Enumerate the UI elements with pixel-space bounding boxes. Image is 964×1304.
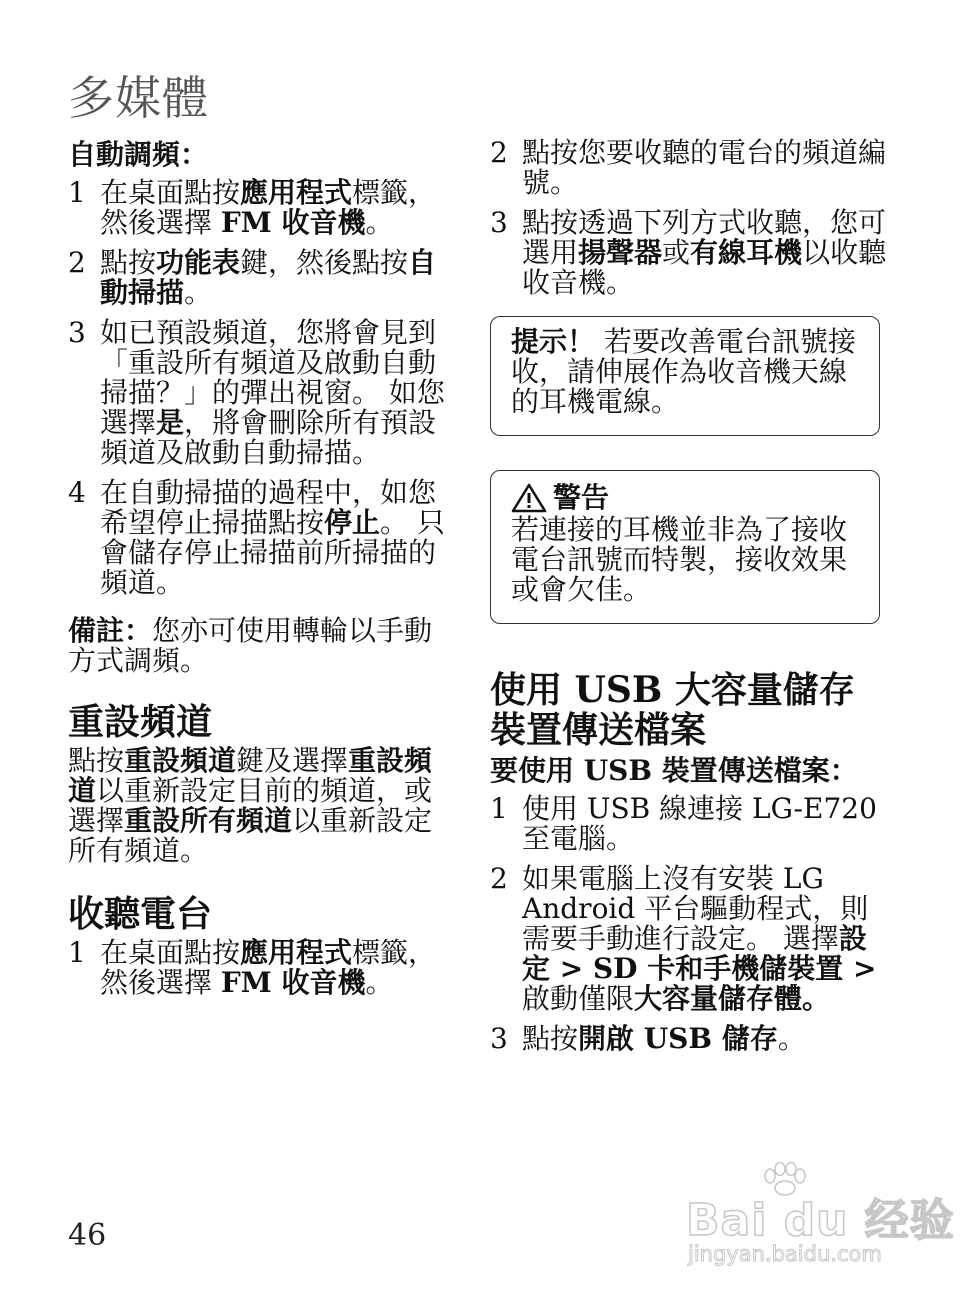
step-number: 2 <box>490 862 508 895</box>
tip-label: 提示！ <box>511 325 596 358</box>
left-column <box>68 138 446 1008</box>
step-number: 3 <box>68 316 86 349</box>
list-item: 2 如果電腦上沒有安裝 LG Android 平台驅動程式，則需要手動進行設定。 選擇設定 > SD 卡和手機儲裝置 > 啟動僅限大容量儲存體。 <box>490 862 877 1015</box>
list-item: 3 點按開啟 USB 儲存。 <box>490 1022 806 1055</box>
list-item: 2 點按您要收聽的電台的頻道編號。 <box>490 136 887 199</box>
step-number: 1 <box>68 936 86 969</box>
list-item: 1 在桌面點按應用程式標籤，然後選擇 FM 收音機。 <box>68 176 437 239</box>
list-item: 2 點按功能表鍵，然後點按自動掃描。 <box>68 246 437 309</box>
step-number: 1 <box>68 176 86 209</box>
reset-section-title: 重設頻道 <box>68 701 213 743</box>
step-number: 2 <box>68 246 86 279</box>
warning-text: 若連接的耳機並非為了接收電台訊號而特製，接收效果或會欠佳。 <box>511 513 848 606</box>
note-paragraph: 備註：您亦可使用轉輪以手動方式調頻。 <box>68 614 433 677</box>
tip-text: 若要改善電台訊號接收，請伸展作為收音機天線的耳機電線。 <box>511 325 856 418</box>
reset-paragraph: 點按重設頻道鍵及選擇重設頻道以重新設定目前的頻道，或選擇重設所有頻道以重新設定所有頻道。 <box>68 744 433 867</box>
listen-section-title: 收聽電台 <box>68 893 213 935</box>
usb-steps <box>490 794 890 1054</box>
step-number: 3 <box>490 1022 508 1055</box>
watermark-url: jingyan.baidu.com <box>688 1242 882 1266</box>
list-item: 3 點按透過下列方式收聽，您可選用揚聲器或有線耳機以收聽收音機。 <box>490 206 887 299</box>
right-column <box>490 138 890 1064</box>
list-item: 4 在自動掃描的過程中，如您希望停止掃描點按停止。 只會儲存停止掃描前所掃描的頻道。 <box>68 476 445 599</box>
warning-box <box>490 470 880 624</box>
list-item: 1 在桌面點按應用程式標籤，然後選擇 FM 收音機。 <box>68 936 437 999</box>
baidu-watermark <box>686 1162 955 1274</box>
note-label: 備註： <box>68 614 153 647</box>
usb-section-title: 使用 USB 大容量儲存裝置傳送檔案 <box>490 669 855 751</box>
auto-tune-steps <box>68 178 446 598</box>
list-item: 3 如已預設頻道，您將會見到「重設所有頻道及啟動自動掃描？」的彈出視窗。 如您選擇是，將會刪除所有預設頻道及啟動自動掃描。 <box>68 316 445 469</box>
page-title: 多媒體 <box>68 71 209 125</box>
step-number: 1 <box>490 792 508 825</box>
step-number: 4 <box>68 476 86 509</box>
warning-triangle-icon <box>511 483 547 513</box>
page-number: 46 <box>68 1218 107 1253</box>
usb-subheading: 要使用 USB 裝置傳送檔案： <box>490 754 858 787</box>
tip-box <box>490 316 880 436</box>
listen-steps-continued <box>490 138 890 298</box>
watermark-brand: Bai du 经验 <box>686 1195 955 1246</box>
step-number: 2 <box>490 136 508 169</box>
listen-steps <box>68 938 446 998</box>
warning-label: 警告 <box>553 481 610 514</box>
warning-heading <box>511 481 861 515</box>
auto-tune-heading: 自動調頻： <box>68 138 209 171</box>
step-number: 3 <box>490 206 508 239</box>
list-item: 1 使用 USB 線連接 LG-E720 至電腦。 <box>490 792 877 855</box>
